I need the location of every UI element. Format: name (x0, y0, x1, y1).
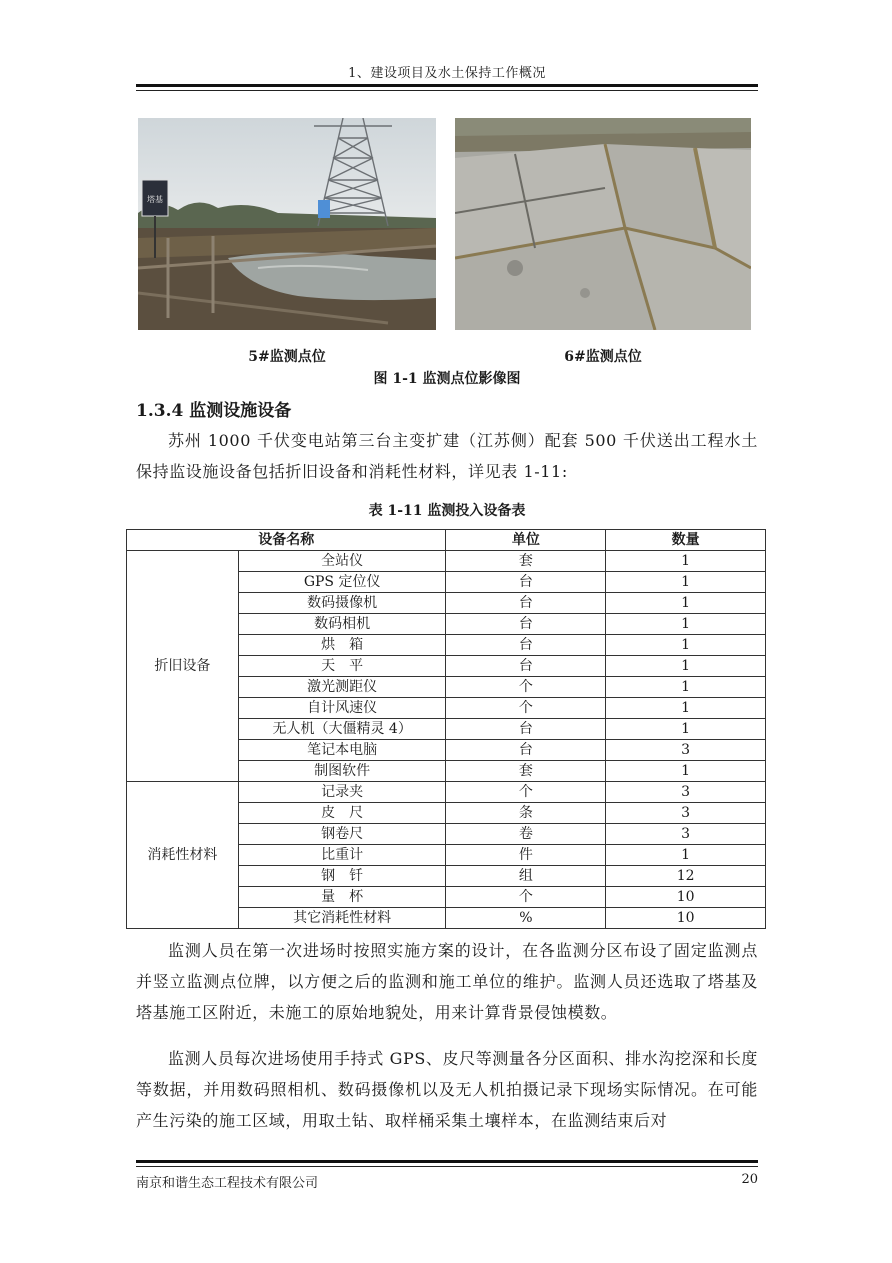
item-unit: 台 (446, 614, 606, 635)
item-name: 数码摄像机 (238, 593, 446, 614)
equipment-table (126, 529, 766, 929)
item-unit: 个 (446, 782, 606, 803)
item-name: 钢 钎 (238, 866, 446, 887)
item-name: 其它消耗性材料 (238, 908, 446, 929)
footer-page-number: 20 (741, 1172, 758, 1187)
item-name: 烘 箱 (238, 635, 446, 656)
item-unit: 件 (446, 845, 606, 866)
item-qty: 1 (606, 677, 766, 698)
table-header-row (127, 530, 766, 551)
item-unit: 套 (446, 761, 606, 782)
photo-monitoring-point-6 (455, 118, 751, 330)
item-name: 自计风速仪 (238, 698, 446, 719)
item-qty: 3 (606, 824, 766, 845)
body-paragraph-1: 监测人员在第一次进场时按照实施方案的设计，在各监测分区布设了固定监测点并竖立监测点位牌，以方便之后的监测和施工单位的维护。监测人员还选取了塔基及塔基施工区附近，未施工的原始地貌处，用来计算背景侵蚀模数。 (136, 941, 758, 1022)
photo-monitoring-point-5 (138, 118, 436, 330)
item-unit: 个 (446, 677, 606, 698)
table-row (127, 782, 766, 803)
item-qty: 1 (606, 656, 766, 677)
item-unit: 台 (446, 719, 606, 740)
photo-caption-6: 6#监测点位 (564, 349, 642, 365)
item-qty: 1 (606, 761, 766, 782)
item-name: 数码相机 (238, 614, 446, 635)
item-qty: 12 (606, 866, 766, 887)
body-paragraph-2: 监测人员每次进场使用手持式 GPS、皮尺等测量各分区面积、排水沟挖深和长度等数据，并用数码照相机、数码摄像机以及无人机拍摄记录下现场实际情况。在可能产生污染的施工区域，用取土钻、取样桶采集土壤样本，在监测结束后对 (136, 1049, 758, 1130)
item-unit: 个 (446, 887, 606, 908)
figure-caption: 图 1-1 监测点位影像图 (373, 371, 521, 387)
header-rule-thick (136, 84, 758, 87)
section-intro-paragraph: 苏州 1000 千伏变电站第三台主变扩建（江苏侧）配套 500 千伏送出工程水土保持监设施设备包括折旧设备和消耗性材料，详见表 1-11: (136, 431, 758, 481)
sign-text: 塔基 (147, 195, 163, 204)
table-row (127, 551, 766, 572)
item-qty: 10 (606, 908, 766, 929)
item-qty: 3 (606, 782, 766, 803)
item-qty: 3 (606, 740, 766, 761)
footer-rule-thick (136, 1160, 758, 1163)
item-qty: 1 (606, 635, 766, 656)
section-heading: 1.3.4 监测设施设备 (136, 401, 292, 421)
item-unit: 台 (446, 635, 606, 656)
header-equipment-name: 设备名称 (127, 530, 446, 551)
running-header: 1、建设项目及水土保持工作概况 (348, 66, 546, 81)
item-unit: 台 (446, 572, 606, 593)
item-unit: 台 (446, 656, 606, 677)
group-label-consumables: 消耗性材料 (127, 782, 239, 929)
group-label-depreciation: 折旧设备 (127, 551, 239, 782)
item-qty: 10 (606, 887, 766, 908)
item-unit: 卷 (446, 824, 606, 845)
item-name: 钢卷尺 (238, 824, 446, 845)
item-name: 制图软件 (238, 761, 446, 782)
item-unit: 个 (446, 698, 606, 719)
item-name: 天 平 (238, 656, 446, 677)
item-qty: 1 (606, 593, 766, 614)
header-unit: 单位 (446, 530, 606, 551)
item-name: 笔记本电脑 (238, 740, 446, 761)
footer-company: 南京和谐生态工程技术有限公司 (136, 1176, 319, 1191)
item-qty: 1 (606, 719, 766, 740)
table-caption: 表 1-11 监测投入设备表 (368, 503, 526, 519)
header-quantity: 数量 (606, 530, 766, 551)
item-qty: 3 (606, 803, 766, 824)
item-name: 记录夹 (238, 782, 446, 803)
item-unit: 台 (446, 740, 606, 761)
item-qty: 1 (606, 845, 766, 866)
item-unit: 套 (446, 551, 606, 572)
item-qty: 1 (606, 572, 766, 593)
item-name: 无人机（大僵精灵 4） (238, 719, 446, 740)
item-qty: 1 (606, 698, 766, 719)
photo-caption-5: 5#监测点位 (248, 349, 326, 365)
item-name: 全站仪 (238, 551, 446, 572)
item-unit: 台 (446, 593, 606, 614)
item-unit: 组 (446, 866, 606, 887)
item-name: 皮 尺 (238, 803, 446, 824)
item-name: 比重计 (238, 845, 446, 866)
header-rule-thin (136, 90, 758, 91)
item-qty: 1 (606, 614, 766, 635)
item-name: GPS 定位仪 (238, 572, 446, 593)
item-unit: 条 (446, 803, 606, 824)
item-unit: % (446, 908, 606, 929)
item-name: 量 杯 (238, 887, 446, 908)
footer-rule-thin (136, 1166, 758, 1167)
item-qty: 1 (606, 551, 766, 572)
item-name: 激光测距仪 (238, 677, 446, 698)
